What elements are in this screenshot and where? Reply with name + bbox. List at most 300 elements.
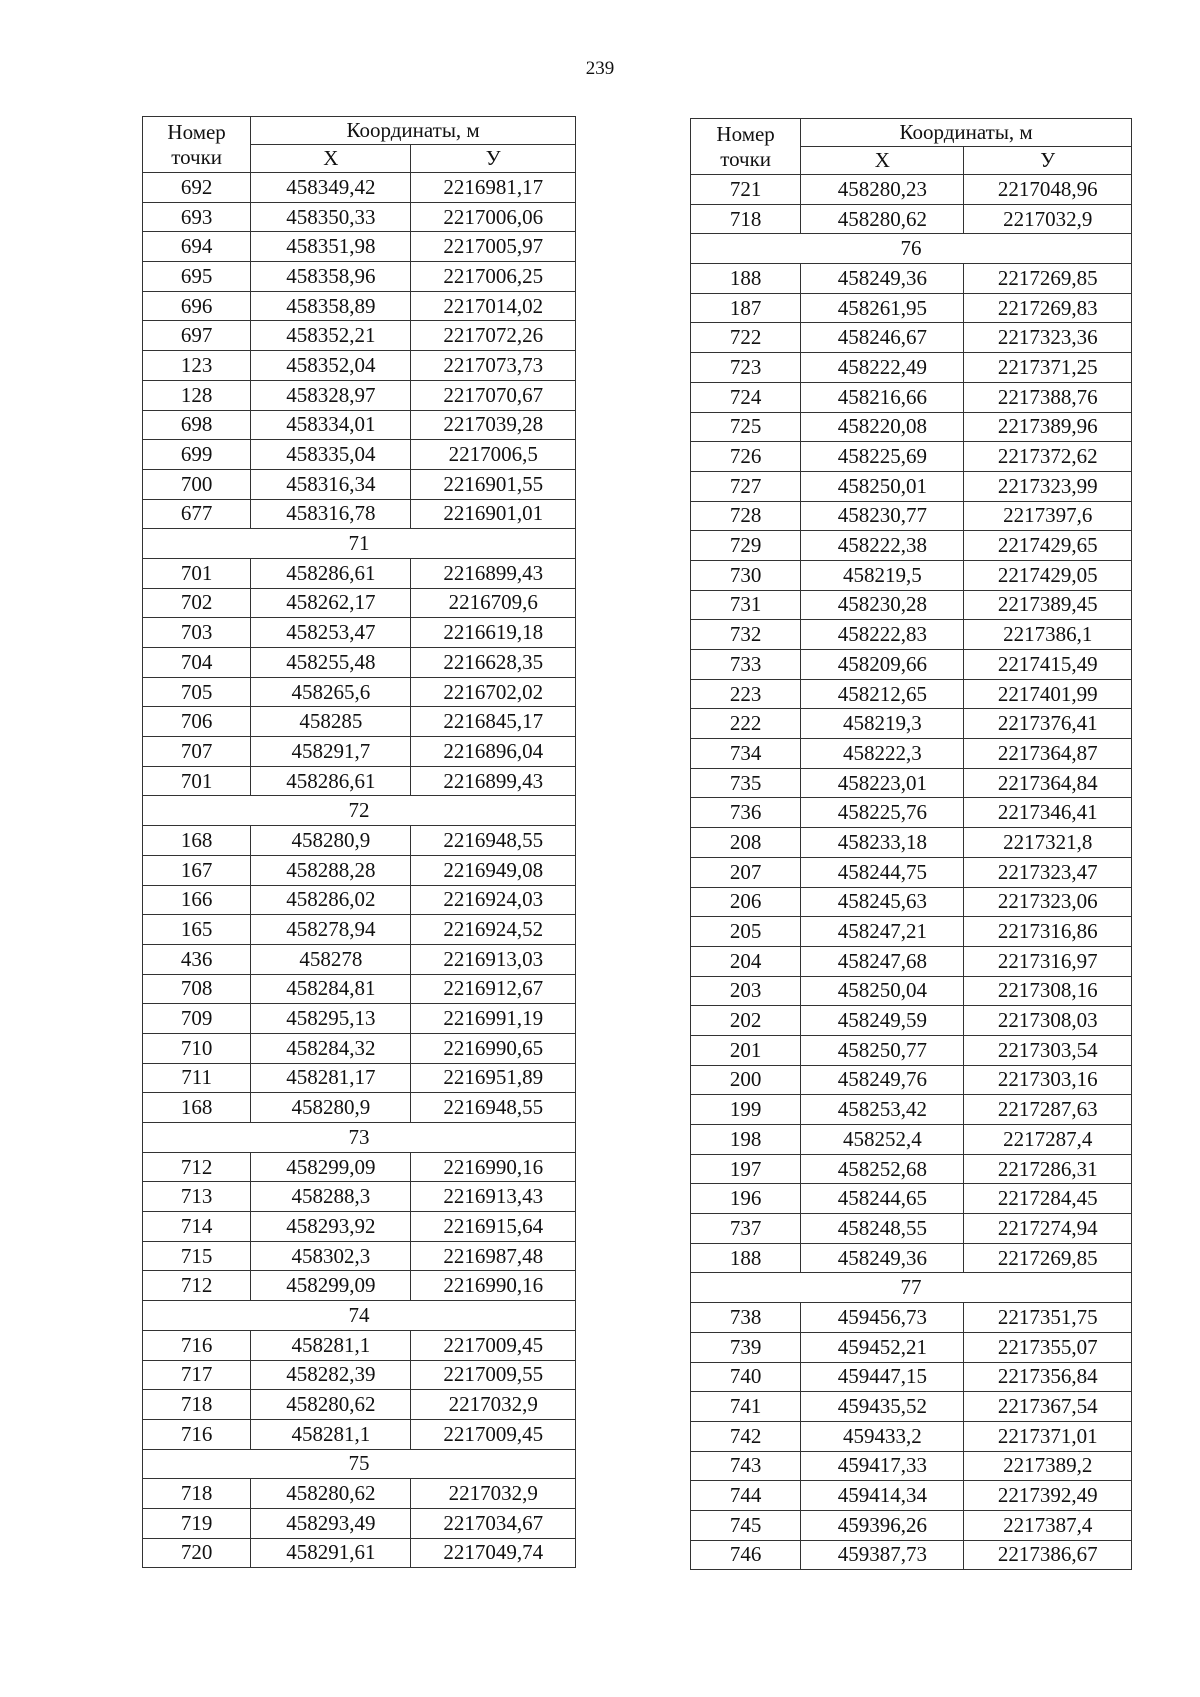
y-coordinate-cell: 2217415,49 [964,650,1132,680]
table-row [691,442,1132,472]
table-row [691,293,1132,323]
table-row [143,588,576,618]
x-coordinate-cell: 459417,33 [801,1451,964,1481]
point-number-cell: 207 [691,857,801,887]
point-number-cell: 123 [143,351,251,381]
y-coordinate-cell: 2217269,83 [964,293,1132,323]
y-coordinate-cell: 2217286,31 [964,1154,1132,1184]
x-coordinate-cell: 459396,26 [801,1510,964,1540]
table-row [143,618,576,648]
y-coordinate-cell: 2217323,06 [964,887,1132,917]
point-number-cell: 720 [143,1538,251,1568]
y-coordinate-cell: 2217316,86 [964,917,1132,947]
y-coordinate-cell: 2217274,94 [964,1214,1132,1244]
x-coordinate-cell: 458280,9 [251,826,411,856]
y-coordinate-cell: 2217364,84 [964,768,1132,798]
y-coordinate-cell: 2216949,08 [411,855,576,885]
y-coordinate-cell: 2216899,43 [411,766,576,796]
x-coordinate-cell: 458253,47 [251,618,411,648]
y-coordinate-cell: 2217389,45 [964,590,1132,620]
table-row [143,944,576,974]
point-number-cell: 198 [691,1125,801,1155]
x-coordinate-cell: 458328,97 [251,380,411,410]
section-row [143,1301,576,1331]
table-row [691,1154,1132,1184]
table-row [143,202,576,232]
y-coordinate-cell: 2217364,87 [964,739,1132,769]
x-coordinate-cell: 458293,92 [251,1212,411,1242]
x-coordinate-cell: 458250,01 [801,471,964,501]
y-column-header: У [964,147,1132,175]
point-number-cell: 205 [691,917,801,947]
point-number-cell: 736 [691,798,801,828]
y-coordinate-cell: 2216899,43 [411,558,576,588]
x-coordinate-cell: 458280,9 [251,1093,411,1123]
point-number-header [143,117,251,173]
table-header [691,119,1132,175]
point-number-cell: 704 [143,648,251,678]
point-number-cell: 167 [143,855,251,885]
x-coordinate-cell: 458252,68 [801,1154,964,1184]
y-coordinate-cell: 2216948,55 [411,826,576,856]
x-coordinate-cell: 459414,34 [801,1481,964,1511]
table-row [143,351,576,381]
y-coordinate-cell: 2217032,9 [411,1390,576,1420]
table-row [691,1510,1132,1540]
y-coordinate-cell: 2217323,99 [964,471,1132,501]
x-coordinate-cell: 458280,62 [801,204,964,234]
y-coordinate-cell: 2217386,1 [964,620,1132,650]
y-coordinate-cell: 2217049,74 [411,1538,576,1568]
table-row [691,501,1132,531]
y-coordinate-cell: 2217284,45 [964,1184,1132,1214]
y-coordinate-cell: 2217355,07 [964,1332,1132,1362]
y-coordinate-cell: 2216702,02 [411,677,576,707]
x-coordinate-cell: 458230,77 [801,501,964,531]
point-number-cell: 197 [691,1154,801,1184]
y-coordinate-cell: 2217032,9 [964,204,1132,234]
point-number-cell: 692 [143,173,251,203]
x-coordinate-cell: 458334,01 [251,410,411,440]
point-number-cell: 695 [143,262,251,292]
x-coordinate-cell: 458262,17 [251,588,411,618]
table-row [143,469,576,499]
table-row [143,1212,576,1242]
table-row [143,885,576,915]
point-number-cell: 196 [691,1184,801,1214]
point-number-cell: 712 [143,1152,251,1182]
x-coordinate-cell: 458250,04 [801,976,964,1006]
y-coordinate-cell: 2217303,54 [964,1035,1132,1065]
table-row [143,974,576,1004]
table-row [691,620,1132,650]
point-number-cell: 188 [691,1243,801,1273]
point-number-header-line2: точки [720,146,772,171]
x-coordinate-cell: 458286,61 [251,766,411,796]
table-row [143,1390,576,1420]
table-row [691,264,1132,294]
x-coordinate-cell: 458212,65 [801,679,964,709]
y-coordinate-cell: 2217429,65 [964,531,1132,561]
x-coordinate-cell: 458209,66 [801,650,964,680]
table-row [691,1214,1132,1244]
point-number-cell: 702 [143,588,251,618]
point-number-cell: 436 [143,944,251,974]
x-coordinate-cell: 458249,36 [801,264,964,294]
point-number-cell: 725 [691,412,801,442]
y-coordinate-cell: 2217039,28 [411,410,576,440]
y-coordinate-cell: 2217072,26 [411,321,576,351]
table-row [691,412,1132,442]
x-coordinate-cell: 458288,28 [251,855,411,885]
table-row [691,175,1132,205]
section-number: 76 [691,234,1132,264]
point-number-cell: 706 [143,707,251,737]
table-row [143,380,576,410]
point-number-cell: 710 [143,1033,251,1063]
y-coordinate-cell: 2216991,19 [411,1004,576,1034]
y-coordinate-cell: 2217321,8 [964,828,1132,858]
y-coordinate-cell: 2217367,54 [964,1392,1132,1422]
point-number-cell: 694 [143,232,251,262]
table-row [691,590,1132,620]
x-coordinate-cell: 458230,28 [801,590,964,620]
section-row [143,1449,576,1479]
table-row [143,766,576,796]
y-coordinate-cell: 2217308,16 [964,976,1132,1006]
table-row [143,1479,576,1509]
x-coordinate-cell: 458246,67 [801,323,964,353]
y-coordinate-cell: 2216981,17 [411,173,576,203]
x-coordinate-cell: 458280,23 [801,175,964,205]
y-coordinate-cell: 2217006,5 [411,440,576,470]
x-coordinate-cell: 458222,49 [801,353,964,383]
y-coordinate-cell: 2216990,16 [411,1271,576,1301]
y-coordinate-cell: 2216987,48 [411,1241,576,1271]
table-row [691,1006,1132,1036]
y-coordinate-cell: 2216901,01 [411,499,576,529]
point-number-cell: 716 [143,1419,251,1449]
y-coordinate-cell: 2217401,99 [964,679,1132,709]
table-row [691,1184,1132,1214]
x-coordinate-cell: 458281,1 [251,1330,411,1360]
point-number-cell: 733 [691,650,801,680]
x-coordinate-cell: 458223,01 [801,768,964,798]
point-number-cell: 726 [691,442,801,472]
point-number-cell: 712 [143,1271,251,1301]
y-coordinate-cell: 2216896,04 [411,737,576,767]
y-coordinate-cell: 2216948,55 [411,1093,576,1123]
y-coordinate-cell: 2216990,65 [411,1033,576,1063]
x-coordinate-cell: 458244,75 [801,857,964,887]
point-number-cell: 734 [691,739,801,769]
y-coordinate-cell: 2217006,25 [411,262,576,292]
table-row [143,826,576,856]
table-row [691,768,1132,798]
x-coordinate-cell: 459452,21 [801,1332,964,1362]
y-coordinate-cell: 2217371,25 [964,353,1132,383]
x-coordinate-cell: 458249,36 [801,1243,964,1273]
point-number-header-line1: Номер [716,121,775,146]
section-row [143,1123,576,1153]
table-body [691,175,1132,1570]
y-coordinate-cell: 2216901,55 [411,469,576,499]
y-coordinate-cell: 2217032,9 [411,1479,576,1509]
point-number-cell: 727 [691,471,801,501]
point-number-cell: 168 [143,1093,251,1123]
x-coordinate-cell: 458291,7 [251,737,411,767]
y-coordinate-cell: 2217287,63 [964,1095,1132,1125]
table-row [691,857,1132,887]
table-row [143,1508,576,1538]
x-coordinate-cell: 458349,42 [251,173,411,203]
point-number-cell: 722 [691,323,801,353]
point-number-cell: 703 [143,618,251,648]
table-row [143,1182,576,1212]
table-row [143,499,576,529]
y-coordinate-cell: 2216990,16 [411,1152,576,1182]
coordinates-header: Координаты, м [801,119,1132,147]
x-coordinate-cell: 458282,39 [251,1360,411,1390]
table-row [691,709,1132,739]
point-number-cell: 208 [691,828,801,858]
table-row [143,440,576,470]
x-coordinate-cell: 459387,73 [801,1540,964,1570]
y-coordinate-cell: 2217009,55 [411,1360,576,1390]
x-coordinate-cell: 459456,73 [801,1303,964,1333]
y-coordinate-cell: 2217356,84 [964,1362,1132,1392]
x-coordinate-cell: 458278,94 [251,915,411,945]
table-row [691,1035,1132,1065]
point-number-cell: 206 [691,887,801,917]
x-coordinate-cell: 459435,52 [801,1392,964,1422]
x-coordinate-cell: 458291,61 [251,1538,411,1568]
table-row [691,1481,1132,1511]
y-coordinate-cell: 2217387,4 [964,1510,1132,1540]
y-coordinate-cell: 2217376,41 [964,709,1132,739]
y-coordinate-cell: 2217005,97 [411,232,576,262]
x-coordinate-cell: 458288,3 [251,1182,411,1212]
y-coordinate-cell: 2217269,85 [964,264,1132,294]
x-coordinate-cell: 458316,78 [251,499,411,529]
point-number-cell: 713 [143,1182,251,1212]
section-number: 71 [143,529,576,559]
point-number-cell: 200 [691,1065,801,1095]
x-coordinate-cell: 458261,95 [801,293,964,323]
point-number-cell: 203 [691,976,801,1006]
y-coordinate-cell: 2217346,41 [964,798,1132,828]
point-number-cell: 701 [143,558,251,588]
y-coordinate-cell: 2216619,18 [411,618,576,648]
point-number-cell: 698 [143,410,251,440]
y-coordinate-cell: 2217269,85 [964,1243,1132,1273]
table-row [143,707,576,737]
x-coordinate-cell: 458358,89 [251,291,411,321]
x-coordinate-cell: 458286,02 [251,885,411,915]
point-number-cell: 202 [691,1006,801,1036]
x-coordinate-cell: 459447,15 [801,1362,964,1392]
point-number-cell: 165 [143,915,251,945]
table-row [143,1330,576,1360]
table-row [691,739,1132,769]
x-coordinate-cell: 458352,04 [251,351,411,381]
y-coordinate-cell: 2217323,47 [964,857,1132,887]
x-coordinate-cell: 458285 [251,707,411,737]
x-coordinate-cell: 458245,63 [801,887,964,917]
x-coordinate-cell: 458219,3 [801,709,964,739]
point-number-cell: 705 [143,677,251,707]
y-coordinate-cell: 2217009,45 [411,1419,576,1449]
table-row [691,828,1132,858]
point-number-cell: 223 [691,679,801,709]
y-coordinate-cell: 2217070,67 [411,380,576,410]
point-number-cell: 708 [143,974,251,1004]
table-row [691,798,1132,828]
point-number-header [691,119,801,175]
y-coordinate-cell: 2216845,17 [411,707,576,737]
x-coordinate-cell: 458352,21 [251,321,411,351]
table-row [691,323,1132,353]
y-coordinate-cell: 2217287,4 [964,1125,1132,1155]
y-coordinate-cell: 2217386,67 [964,1540,1132,1570]
table-row [143,855,576,885]
table-row [691,1362,1132,1392]
x-coordinate-cell: 458222,3 [801,739,964,769]
point-number-cell: 724 [691,382,801,412]
point-number-cell: 742 [691,1421,801,1451]
section-row [691,234,1132,264]
y-coordinate-cell: 2217392,49 [964,1481,1132,1511]
point-number-cell: 222 [691,709,801,739]
point-number-header-line2: точки [171,144,223,169]
point-number-cell: 729 [691,531,801,561]
table-row [691,1065,1132,1095]
x-coordinate-cell: 458281,1 [251,1419,411,1449]
x-coordinate-cell: 458222,83 [801,620,964,650]
point-number-cell: 199 [691,1095,801,1125]
x-coordinate-cell: 458280,62 [251,1390,411,1420]
coordinates-header: Координаты, м [251,117,576,145]
table-row [143,232,576,262]
point-number-cell: 188 [691,264,801,294]
y-coordinate-cell: 2217388,76 [964,382,1132,412]
point-number-cell: 716 [143,1330,251,1360]
point-number-cell: 700 [143,469,251,499]
point-number-cell: 714 [143,1212,251,1242]
table-row [691,917,1132,947]
point-number-cell: 745 [691,1510,801,1540]
point-number-cell: 735 [691,768,801,798]
table-row [691,1451,1132,1481]
point-number-cell: 718 [691,204,801,234]
table-row [143,1419,576,1449]
table-row [143,291,576,321]
table-row [143,1152,576,1182]
point-number-cell: 719 [143,1508,251,1538]
x-coordinate-cell: 458216,66 [801,382,964,412]
x-coordinate-cell: 458247,21 [801,917,964,947]
y-coordinate-cell: 2217389,2 [964,1451,1132,1481]
point-number-cell: 718 [143,1390,251,1420]
point-number-cell: 204 [691,946,801,976]
table-row [143,558,576,588]
x-coordinate-cell: 458252,4 [801,1125,964,1155]
x-coordinate-cell: 458284,32 [251,1033,411,1063]
table-body [143,173,576,1568]
x-coordinate-cell: 458316,34 [251,469,411,499]
y-coordinate-cell: 2217351,75 [964,1303,1132,1333]
table-row [143,1063,576,1093]
point-number-cell: 707 [143,737,251,767]
x-coordinate-cell: 458225,69 [801,442,964,472]
point-number-cell: 128 [143,380,251,410]
y-coordinate-cell: 2216924,03 [411,885,576,915]
table-row [691,976,1132,1006]
x-coordinate-cell: 458299,09 [251,1271,411,1301]
y-coordinate-cell: 2216915,64 [411,1212,576,1242]
y-column-header: У [411,145,576,173]
y-coordinate-cell: 2216913,03 [411,944,576,974]
y-coordinate-cell: 2217323,36 [964,323,1132,353]
section-row [143,796,576,826]
point-number-cell: 715 [143,1241,251,1271]
point-number-cell: 723 [691,353,801,383]
point-number-cell: 731 [691,590,801,620]
point-number-cell: 168 [143,826,251,856]
x-coordinate-cell: 458225,76 [801,798,964,828]
point-number-cell: 741 [691,1392,801,1422]
point-number-cell: 743 [691,1451,801,1481]
point-number-cell: 701 [143,766,251,796]
point-number-cell: 187 [691,293,801,323]
x-column-header: Х [801,147,964,175]
x-coordinate-cell: 458253,42 [801,1095,964,1125]
y-coordinate-cell: 2217316,97 [964,946,1132,976]
table-row [691,1125,1132,1155]
x-coordinate-cell: 458249,59 [801,1006,964,1036]
table-row [143,1360,576,1390]
y-coordinate-cell: 2217372,62 [964,442,1132,472]
table-row [691,204,1132,234]
x-coordinate-cell: 458265,6 [251,677,411,707]
table-row [691,471,1132,501]
point-number-cell: 201 [691,1035,801,1065]
point-number-cell: 709 [143,1004,251,1034]
table-row [143,1271,576,1301]
table-row [691,650,1132,680]
y-coordinate-cell: 2217009,45 [411,1330,576,1360]
y-coordinate-cell: 2216951,89 [411,1063,576,1093]
page-number: 239 [585,58,615,79]
x-coordinate-cell: 458299,09 [251,1152,411,1182]
x-coordinate-cell: 459433,2 [801,1421,964,1451]
point-number-cell: 738 [691,1303,801,1333]
x-coordinate-cell: 458281,17 [251,1063,411,1093]
x-coordinate-cell: 458351,98 [251,232,411,262]
point-number-cell: 737 [691,1214,801,1244]
table-row [691,531,1132,561]
y-coordinate-cell: 2217073,73 [411,351,576,381]
point-number-cell: 746 [691,1540,801,1570]
table-row [143,1004,576,1034]
x-coordinate-cell: 458222,38 [801,531,964,561]
table-row [143,915,576,945]
table-row [143,1093,576,1123]
point-number-cell: 732 [691,620,801,650]
x-coordinate-cell: 458302,3 [251,1241,411,1271]
x-coordinate-cell: 458278 [251,944,411,974]
point-number-cell: 721 [691,175,801,205]
